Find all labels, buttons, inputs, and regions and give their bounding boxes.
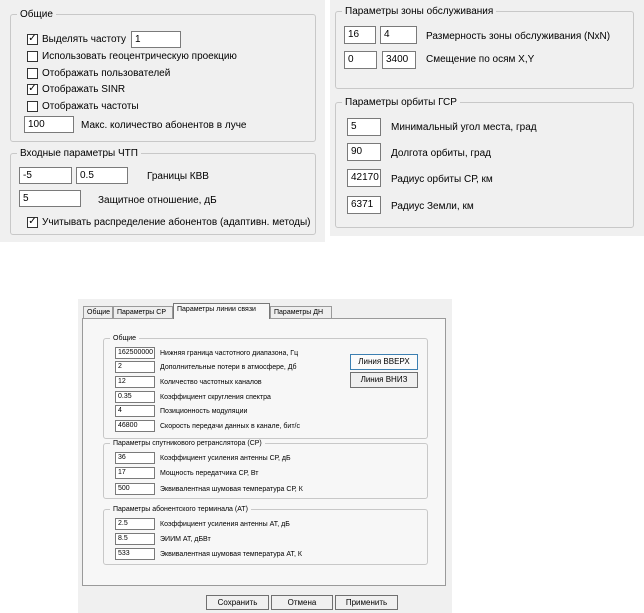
term-noise-label: Эквивалентная шумовая температура АТ, К xyxy=(160,551,302,558)
kvv-lower-input[interactable]: -5 xyxy=(19,167,72,184)
atm-loss-label: Дополнительные потери в атмосфере, Дб xyxy=(160,364,297,371)
adaptive-label: Учитывать распределение абонентов (адаптивн. методы) xyxy=(42,217,311,228)
orbit-radius-input[interactable]: 42170 xyxy=(347,169,381,187)
cancel-button[interactable]: Отмена xyxy=(271,595,333,610)
show-freqs-label: Отображать частоты xyxy=(42,101,139,112)
tab-pattern-params[interactable]: Параметры ДН xyxy=(270,306,332,318)
link-general-group xyxy=(103,335,428,439)
tab-link-params[interactable]: Параметры линии связи xyxy=(173,303,270,319)
sat-group xyxy=(103,440,428,499)
zone-group-title: Параметры зоны обслуживания xyxy=(342,5,496,18)
sat-noise-label: Эквивалентная шумовая температура СР, К xyxy=(160,486,303,493)
sat-gain-input[interactable]: 36 xyxy=(115,452,155,464)
highlight-freq-label: Выделять частоту xyxy=(42,34,127,45)
general-group-title: Общие xyxy=(17,8,56,21)
offset-y-input[interactable]: 3400 xyxy=(382,51,416,69)
sat-gain-label: Коэффициент усиления антенны СР, дБ xyxy=(160,455,291,462)
sat-power-input[interactable]: 17 xyxy=(115,467,155,479)
zone-group xyxy=(335,6,634,89)
sat-power-label: Мощность передатчика СР, Вт xyxy=(160,470,259,477)
tab-sat-params[interactable]: Параметры СР xyxy=(113,306,173,318)
adaptive-checkbox[interactable] xyxy=(27,217,38,228)
terminal-group-title: Параметры абонентского терминала (АТ) xyxy=(110,505,251,515)
modulation-label: Позиционность модуляции xyxy=(160,408,248,415)
geocentric-label: Использовать геоцентрическую проекцию xyxy=(42,51,237,62)
channels-label: Количество частотных каналов xyxy=(160,379,262,386)
show-users-checkbox[interactable] xyxy=(27,68,38,79)
term-gain-input[interactable]: 2.5 xyxy=(115,518,155,530)
protection-label: Защитное отношение, дБ xyxy=(98,195,217,206)
kvv-label: Границы КВВ xyxy=(147,171,209,182)
lower-freq-label: Нижняя граница частотного диапазона, Гц xyxy=(160,350,299,357)
show-sinr-checkbox[interactable] xyxy=(27,84,38,95)
orbit-longitude-input[interactable]: 90 xyxy=(347,143,381,161)
orbit-group-title: Параметры орбиты ГСР xyxy=(342,96,460,109)
show-users-label: Отображать пользователей xyxy=(42,68,171,79)
term-gain-label: Коэффициент усиления антенны АТ, дБ xyxy=(160,521,290,528)
downlink-button[interactable]: Линия ВНИЗ xyxy=(350,372,418,388)
geocentric-checkbox[interactable] xyxy=(27,51,38,62)
max-users-label: Макс. количество абонентов в луче xyxy=(81,120,247,131)
offset-label: Смещение по осям X,Y xyxy=(426,54,535,65)
rolloff-input[interactable]: 0.35 xyxy=(115,391,155,403)
earth-radius-label: Радиус Земли, км xyxy=(391,201,474,212)
max-users-input[interactable]: 100 xyxy=(24,116,74,133)
orbit-radius-label: Радиус орбиты СР, км xyxy=(391,174,493,185)
show-freqs-checkbox[interactable] xyxy=(27,101,38,112)
rolloff-label: Коэффициент скругления спектра xyxy=(160,394,271,401)
checkmark-icon: ✓ xyxy=(28,216,37,227)
zone-dim-label: Размерность зоны обслуживания (NxN) xyxy=(426,31,611,42)
orbit-group xyxy=(335,97,634,228)
checkmark-icon: ✓ xyxy=(28,83,37,94)
input-params-title: Входные параметры ЧТП xyxy=(17,147,141,160)
tab-page xyxy=(82,318,446,586)
term-eirp-input[interactable]: 8.5 xyxy=(115,533,155,545)
input-params-group xyxy=(10,148,316,235)
link-general-title: Общие xyxy=(110,334,139,344)
min-elevation-label: Минимальный угол места, град xyxy=(391,122,537,133)
settings-panel-left xyxy=(0,0,325,242)
apply-button[interactable]: Применить xyxy=(335,595,398,610)
show-sinr-label: Отображать SINR xyxy=(42,84,126,95)
atm-loss-input[interactable]: 2 xyxy=(115,361,155,373)
save-button[interactable]: Сохранить xyxy=(206,595,269,610)
term-noise-input[interactable]: 533 xyxy=(115,548,155,560)
earth-radius-input[interactable]: 6371 xyxy=(347,196,381,214)
data-rate-label: Скорость передачи данных в канале, бит/с xyxy=(160,423,300,430)
uplink-button[interactable]: Линия ВВЕРХ xyxy=(350,354,418,370)
offset-x-input[interactable]: 0 xyxy=(344,51,377,69)
modulation-input[interactable]: 4 xyxy=(115,405,155,417)
highlight-freq-input[interactable]: 1 xyxy=(131,31,181,48)
kvv-upper-input[interactable]: 0.5 xyxy=(76,167,128,184)
tab-general[interactable]: Общие xyxy=(83,306,113,318)
protection-input[interactable]: 5 xyxy=(19,190,81,207)
settings-panel-right xyxy=(330,0,644,236)
channels-input[interactable]: 12 xyxy=(115,376,155,388)
data-rate-input[interactable]: 46800 xyxy=(115,420,155,432)
sat-group-title: Параметры спутникового ретранслятора (СР) xyxy=(110,439,265,449)
general-group xyxy=(10,9,316,142)
zone-n-input[interactable]: 16 xyxy=(344,26,376,44)
min-elevation-input[interactable]: 5 xyxy=(347,118,381,136)
highlight-freq-checkbox[interactable] xyxy=(27,34,38,45)
checkmark-icon: ✓ xyxy=(28,33,37,44)
terminal-group xyxy=(103,506,428,565)
sat-noise-input[interactable]: 500 xyxy=(115,483,155,495)
lower-freq-input[interactable]: 162500000 xyxy=(115,347,155,359)
zone-m-input[interactable]: 4 xyxy=(380,26,417,44)
term-eirp-label: ЭИИМ АТ, дБВт xyxy=(160,536,211,543)
orbit-longitude-label: Долгота орбиты, град xyxy=(391,148,492,159)
